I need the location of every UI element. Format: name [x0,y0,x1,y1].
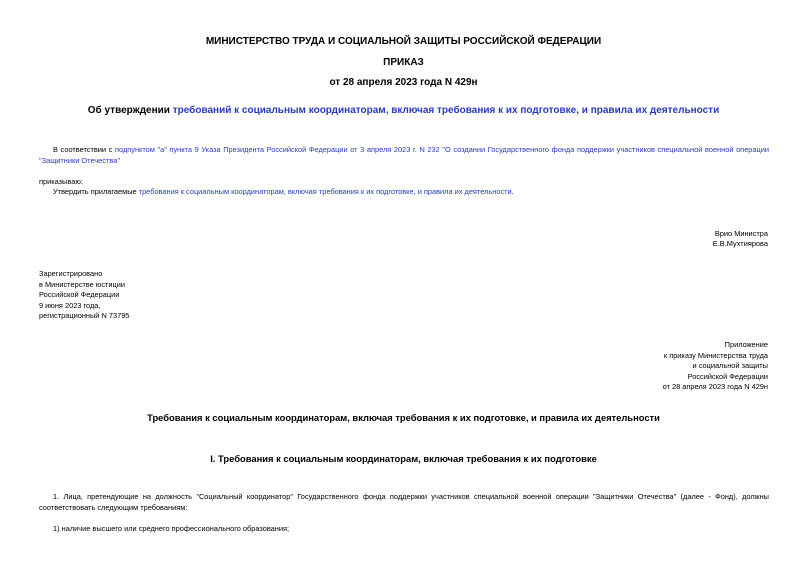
doc-type-heading: ПРИКАЗ [383,57,424,68]
signature-name: Е.В.Мухтиярова [712,239,768,248]
appendix-line: от 28 апреля 2023 года N 429н [662,382,768,391]
appendix-line: Российской Федерации [687,371,768,381]
order-word: приказываю: [39,177,83,186]
appendix-line: Приложение [724,340,768,349]
doc-date-number: от 28 апреля 2023 года N 429н [329,77,478,88]
registration-line: в Министерстве юстиции [39,279,126,289]
requirements-link[interactable]: требования к социальным координаторам, включая требования к их подготовке, и правила их деятельности [138,187,512,196]
document-title [0,105,807,116]
document-title-link[interactable]: требований к социальным координаторам, включая требования к их подготовке, и правила их деятельности [172,105,720,116]
registration-line: Российской Федерации [39,290,120,299]
appendix-block [663,340,768,393]
preamble-text: В соответствии с [53,145,115,154]
item-1-paragraph [39,492,769,513]
approve-paragraph [53,187,514,198]
decree-link[interactable]: подпунктом "а" пункта 9 Указа Президента Российской Федерации от 3 апреля 2023 г. N 232 "О создании Государственного фонда поддержки участников специальной военной операции "Защитники Отечества" [39,145,770,165]
registration-line: регистрационный N 73795 [39,311,130,320]
requirements-title: Требования к социальным координаторам, включая требования к их подготовке, и правила их деятельности [147,412,660,423]
item-1-1: 1) наличие высшего или среднего профессионального образования; [53,524,290,533]
item-1-text: 1. Лица, претендующие на должность "Социальный координатор" Государственного фонда поддержки участников специальной военной операции "Защитники Отечества" (далее - Фонд), должны соответствовать следующим требованиям: [39,492,769,512]
registration-block [39,269,129,322]
preamble-paragraph [39,145,769,166]
signature-position: Врио Министра [714,229,768,238]
registration-line: Зарегистрировано [39,269,103,278]
registration-line: 9 июня 2023 года, [39,300,101,310]
document-title-prefix: Об утверждении [87,105,173,116]
appendix-line: к приказу Министерства труда [663,350,768,360]
approve-end: . [511,187,514,196]
section-1-title: I. Требования к социальным координаторам, включая требования к их подготовке [210,453,597,464]
approve-text: Утвердить прилагаемые [53,187,139,196]
appendix-line: и социальной защиты [692,361,768,370]
ministry-heading: МИНИСТЕРСТВО ТРУДА И СОЦИАЛЬНОЙ ЗАЩИТЫ РОССИЙСКОЙ ФЕДЕРАЦИИ [205,36,602,47]
